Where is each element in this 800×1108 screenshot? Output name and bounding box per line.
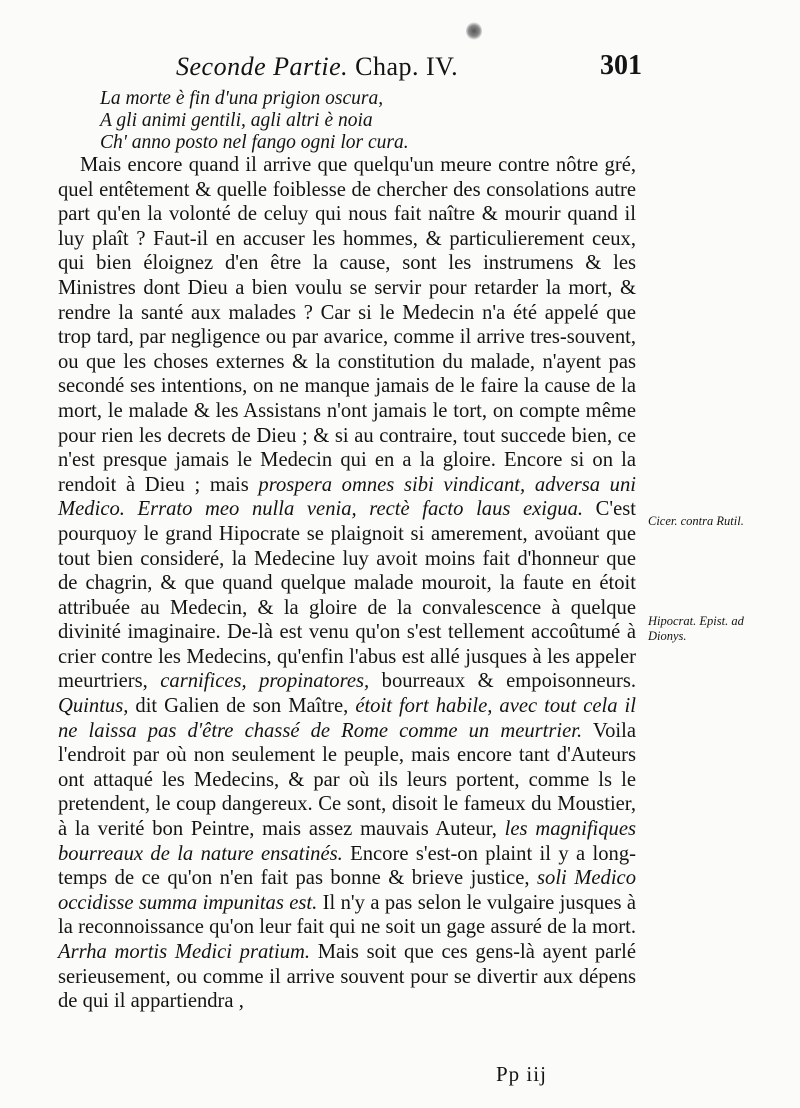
- body-text-segment: C'est pourquoy le grand Hipocrate se plaignoit si amerement, avoüant que tout bien consideré, la Medecine luy avoit moins fait d'honneur que de chagrin, & que quand quelque malade mouroit, la faute en étoit attribuée au Medecin, & la gloire de la convalescence à quelque divinité imaginaire. De-là est venu qu'on s'est tellement accoûtumé à crier contre les Medecins, qu'enfin l'abus est allé jusques à les appeler meurtriers,: [58, 498, 636, 693]
- ink-blot: [466, 22, 482, 40]
- body-text-segment: Mais soit que ces gens-là ayent parlé serieusement, ou comme il arrive souvent pour se divertir aux dépens de qui il appartiendra ,: [58, 941, 637, 1013]
- quoted-passage: les magnifiques bourreaux de la nature ensatinés.: [58, 818, 637, 865]
- italian-verse: [100, 88, 500, 154]
- verse-line-2: A gli animi gentili, agli altri è noia: [100, 110, 373, 131]
- running-title-part: Seconde Partie.: [176, 52, 349, 81]
- quoted-passage: étoit fort habile, avec tout cela il ne laissa pas d'être chassé de Rome comme un meurtrier.: [58, 695, 636, 742]
- verse-line-1: La morte è fin d'una prigion oscura,: [100, 88, 384, 109]
- latin-quote: Arrha mortis Medici pratium.: [58, 941, 311, 963]
- latin-quote: prospera omnes sibi vindicant, adversa uni Medico. Errato meo nulla venia, rectè facto laus exigua.: [58, 473, 636, 521]
- signature-mark: Pp iij: [496, 1062, 547, 1086]
- body-text-segment: Encore s'est-on plaint il y a long-temps de ce qu'on n'en fait pas bonne & brieve justice,: [58, 842, 637, 890]
- margin-note-line: Hipocrat. Epist. ad: [648, 614, 744, 628]
- margin-note-text: Cicer. contra Rutil.: [648, 514, 744, 528]
- verse-line-3: Ch' anno posto nel fango ogni lor cura.: [100, 132, 409, 153]
- page-number: 301: [600, 50, 642, 81]
- running-head: [168, 48, 648, 84]
- running-title-chapter: Chap. IV.: [355, 52, 459, 81]
- latin-quote: soli Medico occidisse summa impunitas est.: [58, 867, 636, 914]
- body-paragraph: [58, 153, 636, 1014]
- body-text-segment: Voila l'endroit par où non seulement le peuple, mais encore tant d'Auteurs ont attaqué les Medecins, & par où ils leurs portent, comme ls le pretendent, le coup dangereux. Ce sont, disoit le fameux du Moustier, à la verité bon Peintre, mais assez mauvais Auteur,: [58, 719, 636, 841]
- body-text-segment: Mais encore quand il arrive que quelqu'un meure contre nôtre gré, quel entêtement & quelle foiblesse de chercher des consolations autre part qu'en la volonté de celuy qui nous fait naître & mourir quand il luy plaît ? Faut-il en accuser les hommes, & particulierement ceux, qui bien éloignez d'en être la cause, sont les instrumens & les Ministres dont Dieu a bien voulu se servir pour retarder la mort, & rendre la santé aux malades ? Car si le Medecin n'a été appelé que trop tard, par negligence ou par avarice, comme il arrive tres-souvent, ou que les choses externes & la constitution du malade, n'ayent pas secondé ses intentions, on ne manque jamais de le faire la cause de la mort, le malade & les Assistans n'ont jamais le tort, on compte même pour rien les decrets de Dieu ; & si au contraire, tout succede bien, ce n'est presque jamais le Medecin qui en a la gloire. Encore si on la rendoit à Dieu ; mais: [58, 154, 636, 496]
- body-text-segment: bourreaux & empoisonneurs.: [369, 670, 636, 693]
- margin-note-cicero: [648, 514, 798, 529]
- margin-note-hipocrat: [648, 614, 798, 644]
- body-text-segment: Il n'y a pas selon le vulgaire jusques à la reconnoissance qu'on leur fait qui ne soit un gage assuré de la mort.: [58, 891, 636, 939]
- latin-quote: carnifices, propinatores,: [160, 670, 370, 693]
- body-text-segment: dit Galien de son Maître,: [128, 695, 356, 718]
- margin-note-line: Dionys.: [648, 629, 687, 643]
- name-italic: Quintus,: [58, 695, 129, 718]
- running-title: [176, 52, 458, 82]
